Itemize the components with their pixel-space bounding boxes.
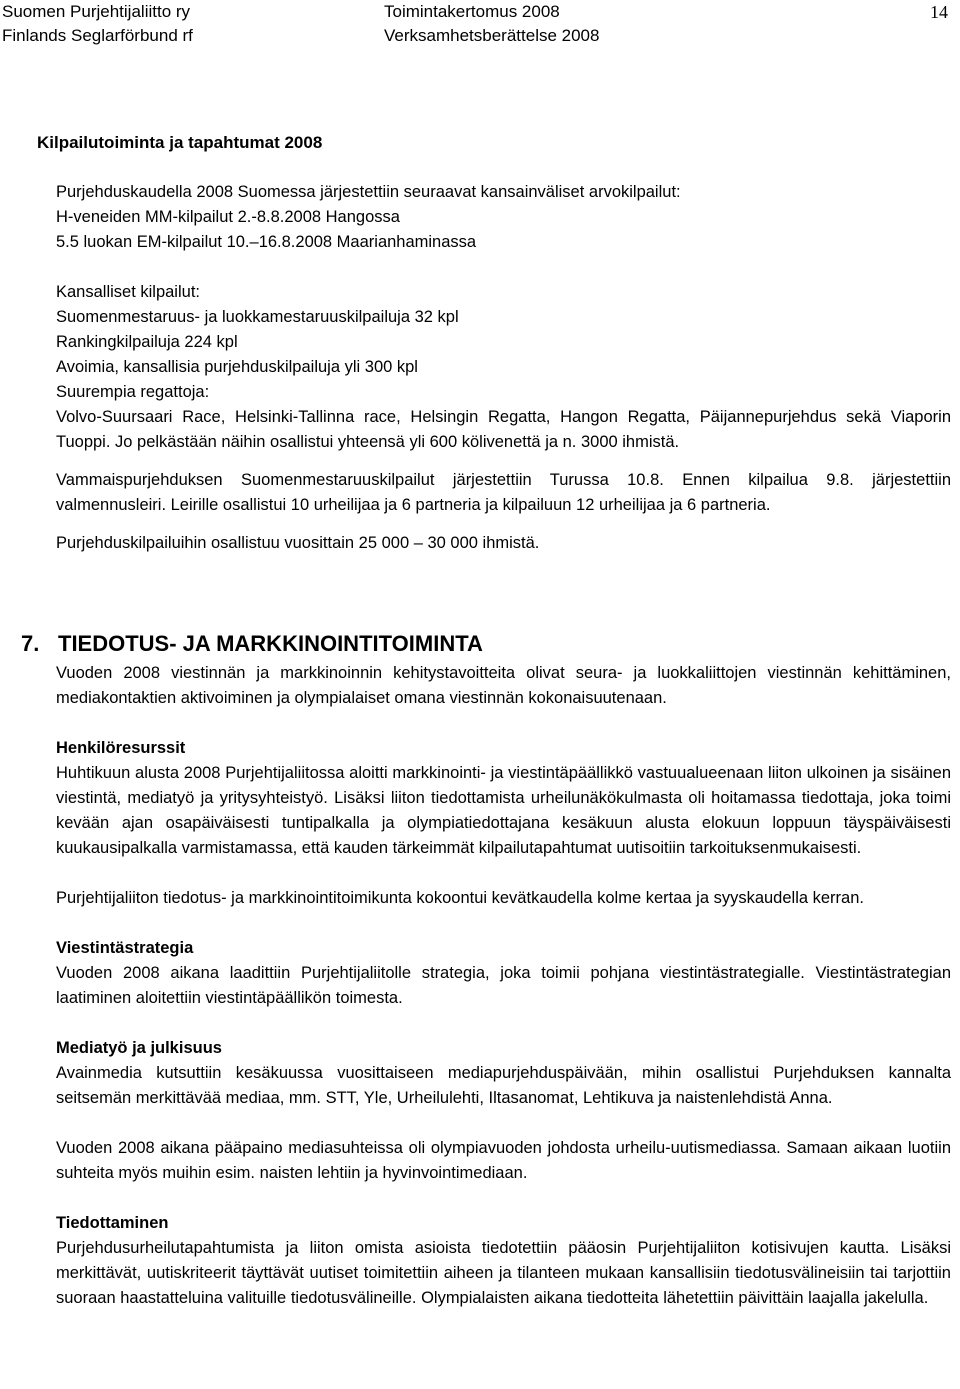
intl-competitions <box>56 180 951 255</box>
national-line: Kansalliset kilpailut: <box>56 283 200 301</box>
org-name-sv: Finlands Seglarförbund rf <box>2 26 193 45</box>
section-number: 7. <box>21 631 40 656</box>
heading-viestintastrategia: Viestintästrategia <box>56 939 194 957</box>
section-7-heading <box>21 629 483 659</box>
national-competitions <box>56 280 951 455</box>
heading-tiedottaminen: Tiedottaminen <box>56 1214 169 1232</box>
national-line: Avoimia, kansallisia purjehduskilpailuja yli 300 kpl <box>56 358 418 376</box>
regattas-paragraph: Volvo-Suursaari Race, Helsinki-Tallinna race, Helsingin Regatta, Hangon Regatta, Päijannepurjehdus sekä Viaporin Tuoppi. Jo pelkästään näihin osallistui yhteensä yli 600 kölivenettä ja n. 3000 ihmistä. <box>56 408 951 451</box>
intl-line: 5.5 luokan EM-kilpailut 10.–16.8.2008 Maarianhaminassa <box>56 233 477 251</box>
henkiloresurssit-paragraph: Huhtikuun alusta 2008 Purjehtijaliitossa aloitti markkinointi- ja viestintäpäällikkö vastuualueenaan liiton ulkoinen ja sisäinen viestintä, mediatyö ja yritysyhteistyö. Lisäksi liiton tiedottamista urheilunäkökulmasta oli hoitamassa tiedottaja, joka toimi kevään ajan osapäiväisesti tuntipalkalla ja olympiatiedottajana kesäkuun alusta elokuun loppuun täyspäiväisesti kuukausipalkalla varmistamassa, että kauden tärkeimmät kilpailutapahtumat uutisoitiin tarkoituksenmukaisesti. <box>56 764 951 857</box>
section-title: TIEDOTUS- JA MARKKINOINTITOIMINTA <box>58 631 483 656</box>
participants-paragraph: Purjehduskilpailuihin osallistuu vuosittain 25 000 – 30 000 ihmistä. <box>56 534 540 552</box>
mediatyo-paragraph-2: Vuoden 2008 aikana pääpaino mediasuhteissa oli olympiavuoden johdosta urheilu-uutismediassa. Samaan aikaan luotiin suhteita myös muihin esim. naisten lehtiin ja hyvinvointimediaan. <box>56 1139 951 1182</box>
intl-line: Purjehduskaudella 2008 Suomessa järjestettiin seuraavat kansainväliset arvokilpailut: <box>56 183 681 201</box>
section7-intro: Vuoden 2008 viestinnän ja markkinoinnin kehitystavoitteita olivat seura- ja luokkaliittojen viestinnän kehittäminen, mediakontaktien aktivoiminen ja olympialaiset omana viestinnän kokonaisuutenaan. <box>56 664 951 707</box>
intl-line: H-veneiden MM-kilpailut 2.-8.8.2008 Hangossa <box>56 208 400 226</box>
report-title-fi: Toimintakertomus 2008 <box>384 2 560 21</box>
report-title-sv: Verksamhetsberättelse 2008 <box>384 26 600 45</box>
page-header-report <box>384 0 599 48</box>
section-title-kilpailutoiminta: Kilpailutoiminta ja tapahtumat 2008 <box>37 133 323 152</box>
document-body <box>56 130 951 1311</box>
vammais-paragraph: Vammaispurjehduksen Suomenmestaruuskilpailut järjestettiin Turussa 10.8. Ennen kilpailua 9.8. järjestettiin valmennusleiri. Leirille osallistui 10 urheilijaa ja 6 partneria ja kilpailuun 12 urheilijaa ja 6 partneria. <box>56 471 951 514</box>
page-header-org <box>2 0 193 48</box>
tiedottaminen-paragraph: Purjehdusurheilutapahtumista ja liiton omista asioista tiedotettiin pääosin Purjehtijaliiton kotisivujen kautta. Lisäksi merkittävät, uutiskriteerit täyttävät uutiset toimitettiin aiheen ja tilanteen mukaan kansallisiin tiedotusvälineisiin tai tarjottiin suoraan haastatteluina valituille tiedotusvälineille. Olympialaisten aikana tiedotteita lähetettiin päivittäin laajalla jakelulla. <box>56 1239 951 1307</box>
national-line: Suurempia regattoja: <box>56 383 210 401</box>
mediatyo-paragraph-1: Avainmedia kutsuttiin kesäkuussa vuosittaiseen mediapurjehduspäivään, mihin osallistui Purjehduksen kannalta seitsemän merkittävää mediaa, mm. STT, Yle, Urheilulehti, Iltasanomat, Lehtikuva ja naistenlehdistä Anna. <box>56 1064 951 1107</box>
heading-henkiloresurssit: Henkilöresurssit <box>56 739 186 757</box>
national-line: Rankingkilpailuja 224 kpl <box>56 333 238 351</box>
heading-mediatyo: Mediatyö ja julkisuus <box>56 1039 222 1057</box>
page-number: 14 <box>930 2 948 22</box>
toimikunta-paragraph: Purjehtijaliiton tiedotus- ja markkinointitoimikunta kokoontui kevätkaudella kolme kertaa ja syyskaudella kerran. <box>56 889 864 907</box>
viestintastrategia-paragraph: Vuoden 2008 aikana laadittiin Purjehtijaliitolle strategia, joka toimii pohjana viestintästrategialle. Viestintästrategian laatiminen aloitettiin viestintäpäällikön toimesta. <box>56 964 951 1007</box>
org-name-fi: Suomen Purjehtijaliitto ry <box>2 2 191 21</box>
national-line: Suomenmestaruus- ja luokkamestaruuskilpailuja 32 kpl <box>56 308 459 326</box>
